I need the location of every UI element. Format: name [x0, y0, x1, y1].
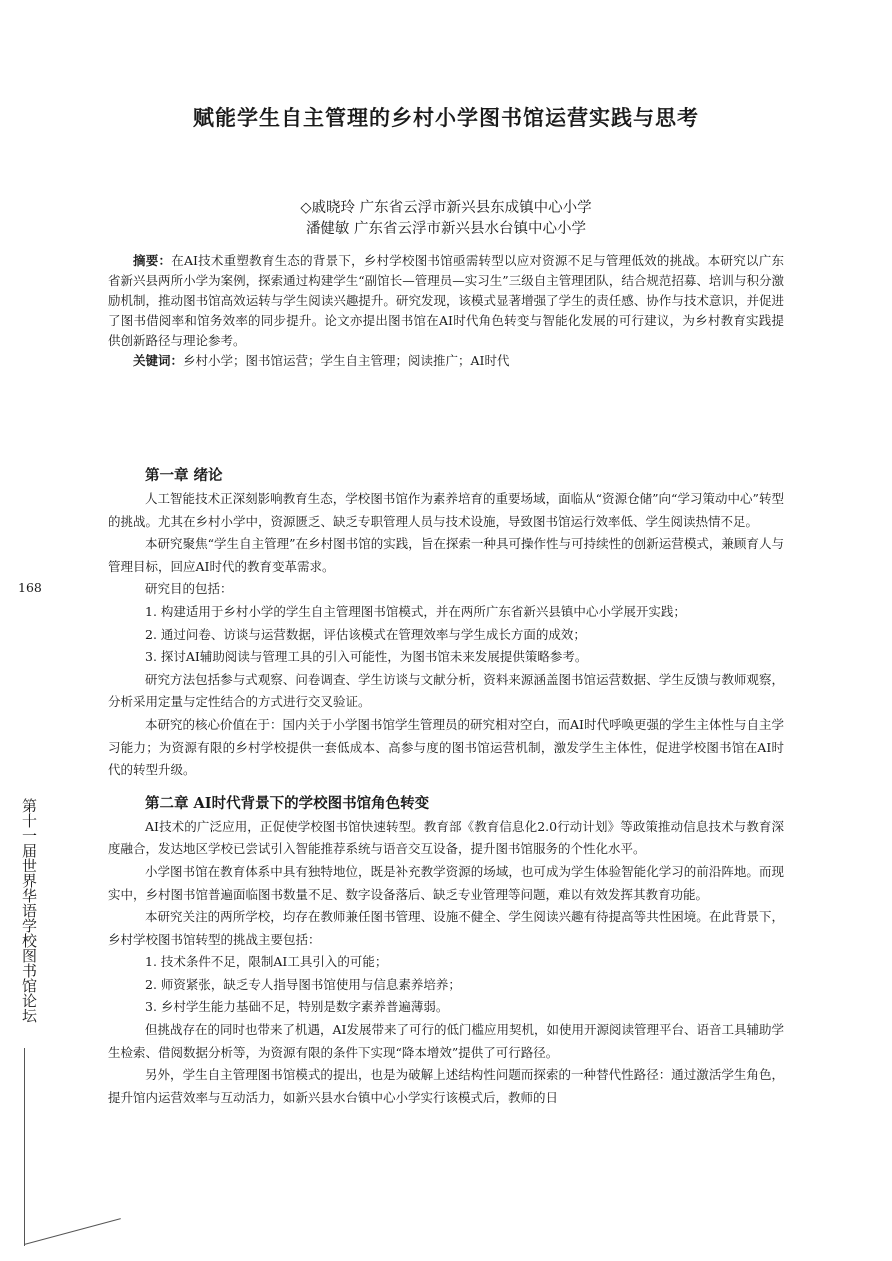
abstract-text: 在AI技术重塑教育生态的背景下，乡村学校图书馆亟需转型以应对资源不足与管理低效的挑战。本研究以广东省新兴县两所小学为案例，探索通过构建学生“副馆长—管理员—实习生”三级自主管理团队，结合规范招募、培训与积分激励机制，推动图书馆高效运转与学生阅读兴趣提升。研究发现，该模式显著增强了学生的责任感、协作与技术意识，并促进了图书借阅率和馆务效率的同步提升。论文亦提出图书馆在AI时代角色转变与智能化发展的可行建议，为乡村教育实践提供创新路径与理论参考。: [108, 253, 784, 348]
paragraph: 人工智能技术正深刻影响教育生态，学校图书馆作为素养培育的重要场域，面临从“资源仓储”向“学习策动中心”转型的挑战。尤其在乡村小学中，资源匮乏、缺乏专职管理人员与技术设施，导致图书馆运行效率低、学生阅读热情不足。: [108, 491, 784, 529]
page-number: 168: [18, 580, 42, 595]
list-item: 2. 通过问卷、访谈与运营数据，评估该模式在管理效率与学生成长方面的成效；: [145, 626, 586, 642]
abstract-paragraph: [108, 251, 784, 351]
author-block: [0, 198, 892, 240]
paragraph: AI技术的广泛应用，正促使学校图书馆快速转型。教育部《教育信息化2.0行动计划》等政策推动信息技术与教育深度融合，发达地区学校已尝试引入智能推荐系统与语音交互设备，提升图书馆服务的个性化水平。: [108, 818, 784, 857]
author-line: ◇戚晓玲 广东省云浮市新兴县东成镇中心小学: [300, 200, 592, 216]
chapter-heading: 第一章 绪论: [145, 467, 223, 484]
corner-rule: [24, 1218, 121, 1245]
paragraph: 研究方法包括参与式观察、问卷调查、学生访谈与文献分析，资料来源涵盖图书馆运营数据、学生反馈与教师观察，分析采用定量与定性结合的方式进行交叉验证。: [108, 671, 784, 710]
author-line: 潘健敏 广东省云浮市新兴县水台镇中心小学: [305, 221, 587, 237]
keywords-label: 关键词：: [133, 353, 184, 368]
margin-rule: [24, 1048, 25, 1246]
list-item: 1. 构建适用于乡村小学的学生自主管理图书馆模式，并在两所广东省新兴县镇中心小学展开实践；: [145, 603, 686, 619]
paragraph: 小学图书馆在教育体系中具有独特地位，既是补充教学资源的场域，也可成为学生体验智能化学习的前沿阵地。而现实中，乡村图书馆普遍面临图书数量不足、数字设备落后、缺乏专业管理等问题，难以有效发挥其教育功能。: [108, 863, 784, 902]
abstract-label: 摘要：: [133, 253, 172, 268]
paragraph: 本研究聚焦“学生自主管理”在乡村图书馆的实践，旨在探索一种具可操作性与可持续性的创新运营模式，兼顾育人与管理目标，回应AI时代的教育变革需求。: [108, 536, 784, 574]
list-item: 1. 技术条件不足，限制AI工具引入的可能；: [145, 954, 388, 970]
list-item: 3. 乡村学生能力基础不足，特别是数字素养普遍薄弱。: [145, 999, 449, 1015]
paragraph: 本研究的核心价值在于：国内关于小学图书馆学生管理员的研究相对空白，而AI时代呼唤更强的学生主体性与自主学习能力；为资源有限的乡村学校提供一套低成本、高参与度的图书馆运营机制，激发学生主体性，促进学校图书馆在AI时代的转型升级。: [108, 716, 784, 778]
chapter-heading: 第二章 AI时代背景下的学校图书馆角色转变: [145, 794, 430, 812]
paragraph: 本研究关注的两所学校，均存在教师兼任图书管理、设施不健全、学生阅读兴趣有待提高等共性困境。在此背景下，乡村学校图书馆转型的挑战主要包括：: [108, 909, 784, 947]
paragraph: 但挑战存在的同时也带来了机遇，AI发展带来了可行的低门槛应用契机，如使用开源阅读管理平台、语音工具辅助学生检索、借阅数据分析等，为资源有限的条件下实现“降本增效”提供了可行路径。: [108, 1022, 784, 1060]
paragraph: 研究目的包括：: [145, 581, 233, 597]
paragraph: 另外，学生自主管理图书馆模式的提出，也是为破解上述结构性问题而探索的一种替代性路径：通过激活学生角色，提升馆内运营效率与互动活力，如新兴县水台镇中心小学实行该模式后，教师的日: [108, 1067, 784, 1105]
list-item: 2. 师资紧张，缺乏专人指导图书馆使用与信息素养培养；: [145, 976, 461, 992]
list-item: 3. 探讨AI辅助阅读与管理工具的引入可能性，为图书馆未来发展提供策略参考。: [145, 649, 588, 665]
abstract-block: [108, 251, 784, 371]
body-text: [108, 464, 784, 1109]
paper-title: 赋能学生自主管理的乡村小学图书馆运营实践与思考: [193, 105, 699, 130]
running-header-vertical: 第十一届世界华语学校图书馆论坛: [20, 798, 38, 1023]
keywords-text: 乡村小学；图书馆运营；学生自主管理；阅读推广；AI时代: [183, 353, 510, 368]
keywords-paragraph: [108, 351, 784, 371]
